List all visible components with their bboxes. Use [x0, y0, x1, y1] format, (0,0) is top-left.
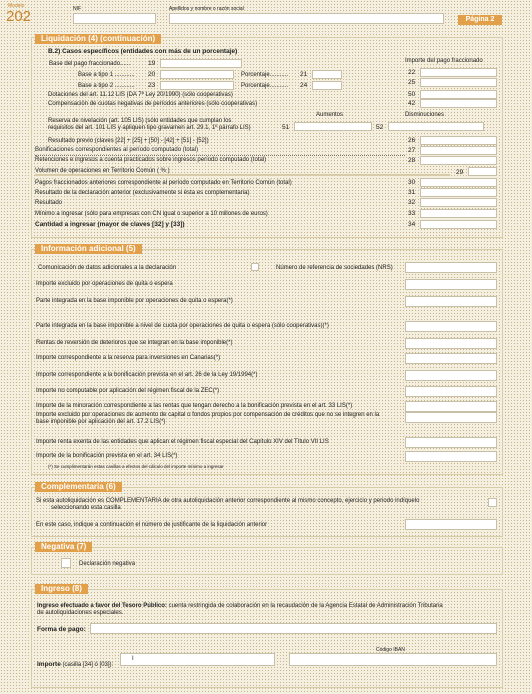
box-42[interactable]	[420, 99, 497, 108]
info-item-label: Importe no computable por aplicación del régimen fiscal de la ZEC(*)	[36, 388, 220, 394]
b2-title: B.2) Casos específicos (entidades con más de un porcentaje)	[48, 48, 238, 55]
box-24[interactable]	[312, 81, 342, 90]
resultado-anterior-label: Resultado de la declaración anterior (exclusivamente si ésta es complementaria)	[35, 190, 250, 196]
box-28[interactable]	[420, 156, 497, 165]
info-item-field[interactable]	[405, 401, 497, 412]
comunicacion-label: Comunicación de datos adicionales a la declaración	[38, 265, 177, 271]
box-30-number: 30	[408, 179, 416, 186]
disminuciones-label: Disminuciones	[405, 112, 445, 118]
justificante-field[interactable]	[405, 519, 497, 530]
box-26-number: 26	[408, 137, 416, 144]
info-item-field[interactable]	[405, 279, 497, 290]
box-24-number: 24	[300, 82, 308, 89]
importe-value: I	[132, 656, 134, 662]
box-21[interactable]	[312, 70, 342, 79]
complementaria-text-2: seleccionando esta casilla	[51, 505, 121, 511]
porc2-label: Porcentaje...........	[241, 83, 289, 89]
importe-label-wrap	[37, 661, 113, 669]
info-item-field[interactable]	[405, 437, 497, 448]
complementaria-title: Complementaria (6)	[35, 482, 122, 492]
base1-label: Base a tipo 1 ............	[78, 72, 135, 78]
nombre-label: Apellidos y nombre o razón social	[169, 6, 244, 12]
retenciones-label: Retenciones e ingresos a cuenta practicados sobre ingresos período computado (total)	[35, 157, 267, 163]
info-item-field[interactable]	[405, 370, 497, 381]
iban-field[interactable]	[289, 653, 497, 666]
box-34[interactable]	[420, 220, 497, 229]
resultado-label: Resultado	[35, 200, 63, 206]
info-adicional-title: Información adicional (5)	[35, 244, 142, 254]
negativa-label: Declaración negativa	[79, 561, 136, 567]
info-item-field[interactable]	[405, 412, 497, 423]
info-item-label: Parte integrada en la base imponible por operaciones de quita o espera(*)	[36, 298, 233, 304]
info-item-field[interactable]	[405, 296, 497, 307]
porc1-label: Porcentaje...........	[241, 72, 289, 78]
box-33[interactable]	[420, 209, 497, 218]
nif-label: NIF	[73, 6, 82, 12]
info-item-field[interactable]	[405, 386, 497, 397]
box-31-number: 31	[408, 189, 416, 196]
box-52[interactable]	[388, 122, 484, 131]
info-item-field[interactable]	[405, 338, 497, 349]
box-28-number: 28	[408, 157, 416, 164]
resultado-previo-label: Resultado previo (claves [22] + [25] + [50] - [42] + [51] - [52])	[48, 138, 209, 144]
box-52-number: 52	[376, 124, 384, 131]
ingreso-text-2: de autoliquidaciones especiales.	[37, 610, 124, 616]
pagos-label: Pagos fraccionados anteriores correspondiente al período computado en Territorio Común (total)	[35, 180, 292, 186]
importe-field[interactable]	[120, 653, 275, 666]
box-29[interactable]	[468, 167, 497, 176]
box-25-number: 25	[408, 79, 416, 86]
reserva-label-2: requisitos del art. 101 LIS y apliquen tipo gravamen art. 29.1, 1º párrafo LIS)	[48, 125, 251, 131]
negativa-title: Negativa (7)	[35, 542, 92, 552]
ingreso-bold-text: Ingreso efectuado a favor del Tesoro Público:	[37, 603, 167, 609]
box-27-number: 27	[408, 147, 416, 154]
cantidad-label: Cantidad a ingresar (mayor de claves [32] y [33])	[35, 221, 185, 228]
page-badge: Página 2	[458, 15, 502, 25]
box-20-number: 20	[148, 71, 156, 78]
reserva-label-1: Reserva de nivelación (art. 105 LIS) (sólo entidades que cumplan los	[48, 118, 232, 124]
iban-label: Código IBAN	[376, 647, 405, 653]
box-34-number: 34	[408, 221, 416, 228]
box-27[interactable]	[420, 146, 497, 155]
importe-label: Importe	[37, 661, 61, 668]
box-23-number: 23	[148, 82, 156, 89]
base-pago-label: Base del pago fraccionado......	[49, 61, 131, 67]
nrs-label: Número de referencia de sociedades (NRS)	[276, 265, 393, 271]
nombre-field[interactable]	[169, 13, 444, 24]
nif-field[interactable]	[73, 13, 156, 24]
info-item-label: Importe correspondiente a la bonificación prevista en el art. 26 de la Ley 19/1994(*)	[36, 372, 258, 378]
info-item-label: Importe de la minoración correspondiente a las rentas que tengan derecho a la bonificación prevista en el art. 33 LIS(*)	[36, 403, 353, 409]
box-19-number: 19	[148, 60, 156, 67]
info-item-field[interactable]	[405, 451, 497, 462]
volumen-label: Volumen de operaciones en Territorio Común ( % )	[35, 168, 170, 174]
box-33-number: 33	[408, 210, 416, 217]
box-30[interactable]	[420, 178, 497, 187]
modelo-number: 202	[6, 8, 32, 25]
box-50[interactable]	[420, 90, 497, 99]
justificante-label: En este caso, indique a continuación el número de justificante de la liquidación anterior	[36, 522, 268, 528]
dotaciones-label: Dotaciones del art. 11.12 LIS (DA 7ª Ley 20/1990) (sólo cooperativas)	[48, 92, 233, 98]
compensacion-label: Compensación de cuotas negativas de períodos anteriores (sólo cooperativas)	[48, 101, 258, 107]
ingreso-text-1	[37, 603, 443, 610]
box-26[interactable]	[420, 136, 497, 145]
comunicacion-checkbox[interactable]	[251, 263, 259, 271]
info-item-label: Rentas de reversión de deterioros que se integran en la base imponible(*)	[36, 340, 233, 346]
info-item-label: Parte integrada en la base imponible a nivel de cuota por operaciones de quita o espera (sólo cooperativas)(*)	[36, 323, 329, 329]
info-item-label: Importe correspondiente a la reserva para inversiones en Canarias(*)	[36, 355, 221, 361]
box-22[interactable]	[420, 68, 497, 77]
box-51[interactable]	[294, 122, 372, 131]
box-20[interactable]	[160, 70, 234, 79]
complementaria-text-1: Si esta autoliquidación es COMPLEMENTARIA de otra autoliquidación anterior correspondiente al mismo concepto, ejercicio y periodo indíquelo	[36, 498, 420, 504]
info-item-label: Importe renta exenta de las entidades que aplican el régimen fiscal especial del Capítulo XIV del Título VII LIS	[36, 439, 329, 445]
box-42-number: 42	[408, 100, 416, 107]
info-item-label: Importe excluido por operaciones de aumento de capital o fondos propios por compensación de créditos que no se integren en la base imponible por aplicación del art. 17.2 LIS(*)	[36, 412, 380, 425]
box-51-number: 51	[282, 124, 290, 131]
ingreso-title: Ingreso (8)	[35, 584, 88, 594]
info-item-field[interactable]	[405, 353, 497, 364]
minimo-label: Mínimo a ingresar (sólo para empresas con CN igual o superior a 10 millones de euros)	[35, 211, 268, 217]
box-32-number: 32	[408, 199, 416, 206]
info-item-label: Importe excluido por operaciones de quita o espera	[36, 281, 173, 287]
ingreso-text-1-rest: cuenta restringida de colaboración en la recaudación de la Agencia Estatal de Administración Tributaria	[168, 603, 443, 609]
volumen-bar	[35, 174, 450, 176]
importe-hint: (casilla [34] ó [03]):	[62, 662, 114, 668]
nrs-field[interactable]	[405, 262, 497, 273]
box-29-number: 29	[456, 169, 464, 176]
aumentos-label: Aumentos	[316, 112, 344, 118]
box-25[interactable]	[420, 78, 497, 87]
box-22-number: 22	[408, 69, 416, 76]
box-31[interactable]	[420, 188, 497, 197]
base2-label: Base a tipo 2 ............	[78, 83, 135, 89]
modelo-label: Modelo	[8, 3, 25, 9]
box-23[interactable]	[160, 81, 234, 90]
info-footnote: (*) Se cumplimentarán estas casillas a efectos del cálculo del importe mínimo a ingresar	[48, 464, 224, 469]
importe-header: Importe del pago fraccionado	[405, 58, 483, 64]
forma-pago-label: Forma de pago:	[37, 626, 86, 633]
complementaria-checkbox[interactable]	[488, 498, 497, 507]
box-32[interactable]	[420, 198, 497, 207]
info-item-label: Importe de la bonificación prevista en el art. 34 LIS(*)	[36, 453, 178, 459]
box-50-number: 50	[408, 91, 416, 98]
forma-pago-field[interactable]	[90, 623, 497, 634]
info-item-field[interactable]	[405, 321, 497, 332]
negativa-checkbox[interactable]	[61, 558, 71, 568]
box-19[interactable]	[160, 59, 242, 68]
box-21-number: 21	[300, 71, 308, 78]
bonificaciones-label: Bonificaciones correspondientes al período computado (total)	[35, 147, 199, 153]
liquidacion-title: Liquidación (4) (continuación)	[35, 34, 161, 44]
